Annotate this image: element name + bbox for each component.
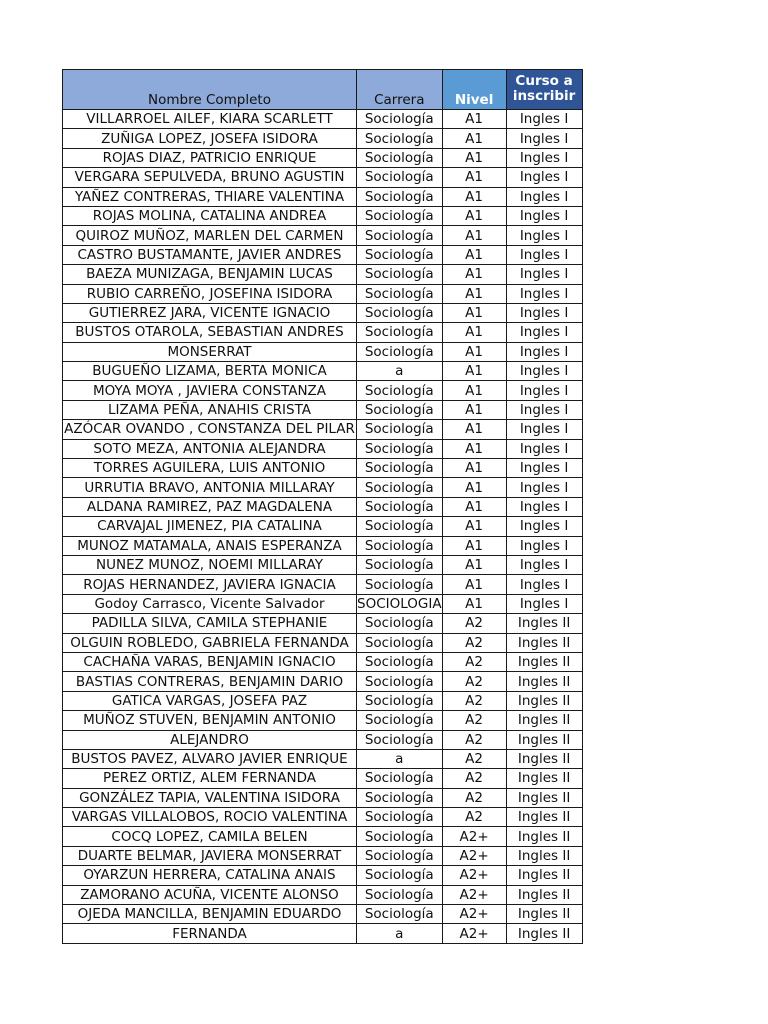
cell-level[interactable]: A2+ [442, 885, 506, 904]
cell-level[interactable]: A1 [442, 575, 506, 594]
cell-name[interactable]: CARVAJAL JIMENEZ, PIA CATALINA [63, 517, 357, 536]
table-row [63, 497, 583, 516]
cell-career[interactable]: Sociología [357, 633, 443, 652]
cell-name[interactable]: SOTO MEZA, ANTONIA ALEJANDRA [63, 439, 357, 458]
cell-career[interactable]: Sociología [357, 497, 443, 516]
cell-name[interactable]: QUIROZ MUÑOZ, MARLEN DEL CARMEN [63, 226, 357, 245]
cell-name[interactable]: BUGUEÑO LIZAMA, BERTA MONICA [63, 362, 357, 381]
cell-name[interactable]: FERNANDA [63, 924, 357, 943]
cell-career[interactable]: Sociología [357, 672, 443, 691]
table-row [63, 555, 583, 574]
cell-level[interactable]: A2+ [442, 905, 506, 924]
cell-name[interactable]: BAEZA MUNIZAGA, BENJAMIN LUCAS [63, 265, 357, 284]
header-course[interactable]: Curso a inscribir [506, 70, 582, 110]
cell-name[interactable]: VARGAS VILLALOBOS, ROCIO VALENTINA [63, 808, 357, 827]
table-row [63, 187, 583, 206]
cell-career[interactable]: Sociología [357, 555, 443, 574]
cell-level[interactable]: A1 [442, 478, 506, 497]
table-row [63, 206, 583, 225]
cell-name[interactable]: MONSERRAT [63, 342, 357, 361]
cell-level[interactable]: A1 [442, 187, 506, 206]
cell-course[interactable]: Ingles II [506, 769, 582, 788]
header-name[interactable]: Nombre Completo [63, 70, 357, 110]
table-row [63, 245, 583, 264]
cell-course[interactable]: Ingles II [506, 905, 582, 924]
cell-course[interactable]: Ingles I [506, 381, 582, 400]
table-row [63, 594, 583, 613]
cell-course[interactable]: Ingles I [506, 594, 582, 613]
table-row [63, 478, 583, 497]
cell-course[interactable]: Ingles II [506, 672, 582, 691]
cell-level[interactable]: A1 [442, 536, 506, 555]
table-row [63, 905, 583, 924]
cell-level[interactable]: A1 [442, 245, 506, 264]
table-row [63, 381, 583, 400]
cell-course[interactable]: Ingles I [506, 536, 582, 555]
cell-course[interactable]: Ingles I [506, 342, 582, 361]
cell-career[interactable]: Sociología [357, 400, 443, 419]
cell-name[interactable]: VERGARA SEPULVEDA, BRUNO AGUSTIN [63, 168, 357, 187]
cell-course[interactable]: Ingles I [506, 459, 582, 478]
cell-career[interactable]: Sociología [357, 303, 443, 322]
cell-name[interactable]: ROJAS HERNANDEZ, JAVIERA IGNACIA [63, 575, 357, 594]
cell-career[interactable]: Sociología [357, 381, 443, 400]
cell-level[interactable]: A2 [442, 633, 506, 652]
cell-career[interactable]: Sociología [357, 536, 443, 555]
cell-level[interactable]: A1 [442, 362, 506, 381]
table-row [63, 284, 583, 303]
table-row [63, 808, 583, 827]
cell-course[interactable]: Ingles II [506, 691, 582, 710]
table-row [63, 691, 583, 710]
spreadsheet [62, 69, 583, 944]
table-row [63, 536, 583, 555]
cell-name[interactable]: ZAMORANO ACUÑA, VICENTE ALONSO [63, 885, 357, 904]
cell-level[interactable]: A1 [442, 265, 506, 284]
cell-career[interactable]: Sociología [357, 478, 443, 497]
table-row [63, 148, 583, 167]
cell-name[interactable]: RUBIO CARREÑO, JOSEFINA ISIDORA [63, 284, 357, 303]
cell-career[interactable]: Sociología [357, 788, 443, 807]
cell-level[interactable]: A2 [442, 691, 506, 710]
table-row [63, 633, 583, 652]
cell-course[interactable]: Ingles I [506, 400, 582, 419]
cell-name[interactable]: MUÑOZ STUVEN, BENJAMIN ANTONIO [63, 711, 357, 730]
cell-career[interactable]: Sociología [357, 517, 443, 536]
cell-level[interactable]: A1 [442, 323, 506, 342]
cell-name[interactable]: OYARZUN HERRERA, CATALINA ANAIS [63, 866, 357, 885]
cell-career[interactable]: Sociología [357, 691, 443, 710]
cell-course[interactable]: Ingles II [506, 846, 582, 865]
table-row [63, 168, 583, 187]
cell-course[interactable]: Ingles I [506, 303, 582, 322]
cell-career[interactable]: SOCIOLOGIA [357, 595, 442, 612]
table-row [63, 226, 583, 245]
table-row [63, 439, 583, 458]
table-row [63, 730, 583, 749]
cell-career[interactable]: Sociología [357, 866, 443, 885]
cell-name[interactable]: ROJAS DIAZ, PATRICIO ENRIQUE [63, 148, 357, 167]
cell-level[interactable]: A1 [442, 420, 506, 439]
cell-course[interactable]: Ingles II [506, 652, 582, 671]
cell-career[interactable]: Sociología [357, 846, 443, 865]
cell-course[interactable]: Ingles II [506, 885, 582, 904]
cell-course[interactable]: Ingles II [506, 788, 582, 807]
cell-career[interactable]: Sociología [357, 168, 443, 187]
cell-career[interactable]: a [357, 749, 443, 768]
cell-career[interactable]: Sociología [357, 187, 443, 206]
table-row [63, 575, 583, 594]
cell-name[interactable]: TORRES AGUILERA, LUIS ANTONIO [63, 459, 357, 478]
cell-name[interactable]: MUNOZ MATAMALA, ANAIS ESPERANZA [63, 536, 357, 555]
cell-level[interactable]: A1 [442, 129, 506, 148]
cell-name[interactable]: AZÓCAR OVANDO , CONSTANZA DEL PILAR [64, 421, 355, 438]
cell-name[interactable]: OJEDA MANCILLA, BENJAMIN EDUARDO [63, 905, 357, 924]
cell-course[interactable]: Ingles II [506, 749, 582, 768]
cell-name[interactable]: GATICA VARGAS, JOSEFA PAZ [63, 691, 357, 710]
cell-level[interactable]: A1 [442, 303, 506, 322]
cell-level[interactable]: A2 [442, 672, 506, 691]
table-row [63, 924, 583, 943]
student-table [62, 69, 583, 944]
cell-level[interactable]: A2 [442, 808, 506, 827]
cell-course[interactable]: Ingles II [506, 730, 582, 749]
cell-career[interactable]: Sociología [357, 420, 443, 439]
table-row [63, 517, 583, 536]
table-row [63, 400, 583, 419]
cell-name[interactable]: MOYA MOYA , JAVIERA CONSTANZA [63, 381, 357, 400]
cell-level[interactable]: A1 [442, 517, 506, 536]
cell-level[interactable]: A2 [442, 652, 506, 671]
cell-career[interactable]: Sociología [357, 439, 443, 458]
header-career[interactable]: Carrera [357, 70, 443, 110]
cell-course[interactable]: Ingles II [506, 614, 582, 633]
cell-name[interactable]: BUSTOS OTAROLA, SEBASTIAN ANDRES [63, 323, 357, 342]
cell-course[interactable]: Ingles I [506, 110, 582, 129]
cell-level[interactable]: A1 [442, 400, 506, 419]
table-row [63, 827, 583, 846]
cell-level[interactable]: A2+ [442, 924, 506, 943]
table-row [63, 323, 583, 342]
cell-name[interactable]: VILLARROEL AILEF, KIARA SCARLETT [63, 110, 357, 129]
cell-level[interactable]: A1 [442, 110, 506, 129]
cell-level[interactable]: A2 [442, 730, 506, 749]
cell-career[interactable]: Sociología [357, 885, 443, 904]
table-row [63, 459, 583, 478]
cell-level[interactable]: A1 [442, 148, 506, 167]
cell-level[interactable]: A1 [442, 342, 506, 361]
table-row [63, 788, 583, 807]
cell-name[interactable]: ZUÑIGA LOPEZ, JOSEFA ISIDORA [63, 129, 357, 148]
cell-level[interactable]: A1 [442, 439, 506, 458]
cell-course[interactable]: Ingles II [506, 808, 582, 827]
table-row [63, 342, 583, 361]
cell-course[interactable]: Ingles I [506, 245, 582, 264]
cell-course[interactable]: Ingles II [506, 711, 582, 730]
cell-course[interactable]: Ingles I [506, 206, 582, 225]
cell-name[interactable]: ROJAS MOLINA, CATALINA ANDREA [63, 206, 357, 225]
cell-career[interactable]: Sociología [357, 827, 443, 846]
cell-course[interactable]: Ingles II [506, 924, 582, 943]
cell-career[interactable]: Sociología [357, 265, 443, 284]
cell-course[interactable]: Ingles I [506, 575, 582, 594]
cell-course[interactable]: Ingles I [506, 148, 582, 167]
table-row [63, 110, 583, 129]
cell-course[interactable]: Ingles I [506, 555, 582, 574]
cell-level[interactable]: A2 [442, 769, 506, 788]
cell-course[interactable]: Ingles I [506, 187, 582, 206]
cell-course[interactable]: Ingles I [506, 323, 582, 342]
cell-level[interactable]: A2 [442, 788, 506, 807]
table-row [63, 711, 583, 730]
table-row [63, 614, 583, 633]
cell-course[interactable]: Ingles I [506, 497, 582, 516]
cell-name[interactable]: BUSTOS PAVEZ, ALVARO JAVIER ENRIQUE [63, 749, 357, 768]
cell-course[interactable]: Ingles I [506, 517, 582, 536]
cell-career[interactable]: Sociología [357, 730, 443, 749]
cell-course[interactable]: Ingles I [506, 129, 582, 148]
cell-level[interactable]: A2+ [442, 846, 506, 865]
cell-course[interactable]: Ingles I [506, 362, 582, 381]
cell-name[interactable]: CACHAÑA VARAS, BENJAMIN IGNACIO [63, 652, 357, 671]
cell-name[interactable]: GUTIERREZ JARA, VICENTE IGNACIO [63, 303, 357, 322]
cell-career[interactable]: Sociología [357, 769, 443, 788]
cell-name[interactable]: COCQ LOPEZ, CAMILA BELEN [63, 827, 357, 846]
cell-course[interactable]: Ingles I [506, 226, 582, 245]
cell-level[interactable]: A1 [442, 206, 506, 225]
cell-career[interactable]: Sociología [357, 110, 443, 129]
cell-level[interactable]: A2 [442, 749, 506, 768]
cell-course[interactable]: Ingles II [506, 633, 582, 652]
cell-name[interactable]: ALDANA RAMIREZ, PAZ MAGDALENA [63, 497, 357, 516]
cell-career[interactable]: Sociología [357, 808, 443, 827]
table-row [63, 420, 583, 439]
cell-career[interactable]: a [357, 362, 443, 381]
table-row [63, 362, 583, 381]
cell-level[interactable]: A2 [442, 711, 506, 730]
cell-level[interactable]: A1 [442, 459, 506, 478]
table-row [63, 885, 583, 904]
header-row [63, 70, 583, 110]
table-row [63, 303, 583, 322]
cell-career[interactable]: Sociología [357, 245, 443, 264]
cell-level[interactable]: A1 [442, 381, 506, 400]
cell-career[interactable]: Sociología [357, 711, 443, 730]
cell-career[interactable]: Sociología [357, 614, 443, 633]
cell-name[interactable]: DUARTE BELMAR, JAVIERA MONSERRAT [63, 846, 357, 865]
cell-name[interactable]: URRUTIA BRAVO, ANTONIA MILLARAY [63, 478, 357, 497]
cell-level[interactable]: A2+ [442, 827, 506, 846]
cell-level[interactable]: A1 [442, 497, 506, 516]
header-level[interactable]: Nivel [442, 70, 506, 110]
cell-name[interactable]: YAÑEZ CONTRERAS, THIARE VALENTINA [63, 187, 357, 206]
table-row [63, 129, 583, 148]
cell-course[interactable]: Ingles II [506, 827, 582, 846]
cell-level[interactable]: A1 [442, 284, 506, 303]
cell-name[interactable]: GONZÁLEZ TAPIA, VALENTINA ISIDORA [63, 788, 357, 807]
cell-level[interactable]: A1 [442, 555, 506, 574]
cell-course[interactable]: Ingles I [506, 420, 582, 439]
table-body [63, 110, 583, 944]
cell-name[interactable]: LIZAMA PEÑA, ANAHIS CRISTA [63, 400, 357, 419]
cell-name[interactable]: NUNEZ MUNOZ, NOEMI MILLARAY [63, 555, 357, 574]
cell-name[interactable]: PEREZ ORTIZ, ALEM FERNANDA [63, 769, 357, 788]
table-row [63, 866, 583, 885]
cell-course[interactable]: Ingles I [506, 168, 582, 187]
table-row [63, 652, 583, 671]
table-header [63, 70, 583, 110]
cell-career[interactable]: Sociología [357, 206, 443, 225]
table-row [63, 672, 583, 691]
cell-level[interactable]: A1 [442, 226, 506, 245]
cell-career[interactable]: Sociología [357, 459, 443, 478]
cell-career[interactable]: Sociología [357, 652, 443, 671]
table-row [63, 749, 583, 768]
cell-name[interactable]: CASTRO BUSTAMANTE, JAVIER ANDRES [63, 245, 357, 264]
cell-career[interactable]: Sociología [357, 129, 443, 148]
cell-career[interactable]: Sociología [357, 342, 443, 361]
cell-level[interactable]: A1 [442, 594, 506, 613]
table-row [63, 846, 583, 865]
table-row [63, 265, 583, 284]
cell-course[interactable]: Ingles I [506, 284, 582, 303]
cell-level[interactable]: A2+ [442, 866, 506, 885]
cell-career[interactable]: Sociología [357, 148, 443, 167]
cell-name[interactable]: PADILLA SILVA, CAMILA STEPHANIE [63, 614, 357, 633]
cell-level[interactable]: A2 [442, 614, 506, 633]
cell-career[interactable]: Sociología [357, 575, 443, 594]
cell-name[interactable]: Godoy Carrasco, Vicente Salvador [63, 594, 357, 613]
cell-career[interactable]: Sociología [357, 284, 443, 303]
cell-level[interactable]: A1 [442, 168, 506, 187]
cell-career[interactable]: Sociología [357, 323, 443, 342]
cell-name[interactable]: OLGUIN ROBLEDO, GABRIELA FERNANDA [63, 633, 357, 652]
cell-name[interactable]: BASTIAS CONTRERAS, BENJAMIN DARIO [63, 672, 357, 691]
cell-career[interactable]: Sociología [357, 905, 443, 924]
cell-course[interactable]: Ingles II [506, 866, 582, 885]
cell-name[interactable]: ALEJANDRO [63, 730, 357, 749]
cell-career[interactable]: Sociología [357, 226, 443, 245]
cell-course[interactable]: Ingles I [506, 265, 582, 284]
cell-career[interactable]: a [357, 924, 443, 943]
table-row [63, 769, 583, 788]
cell-course[interactable]: Ingles I [506, 439, 582, 458]
cell-course[interactable]: Ingles I [506, 478, 582, 497]
